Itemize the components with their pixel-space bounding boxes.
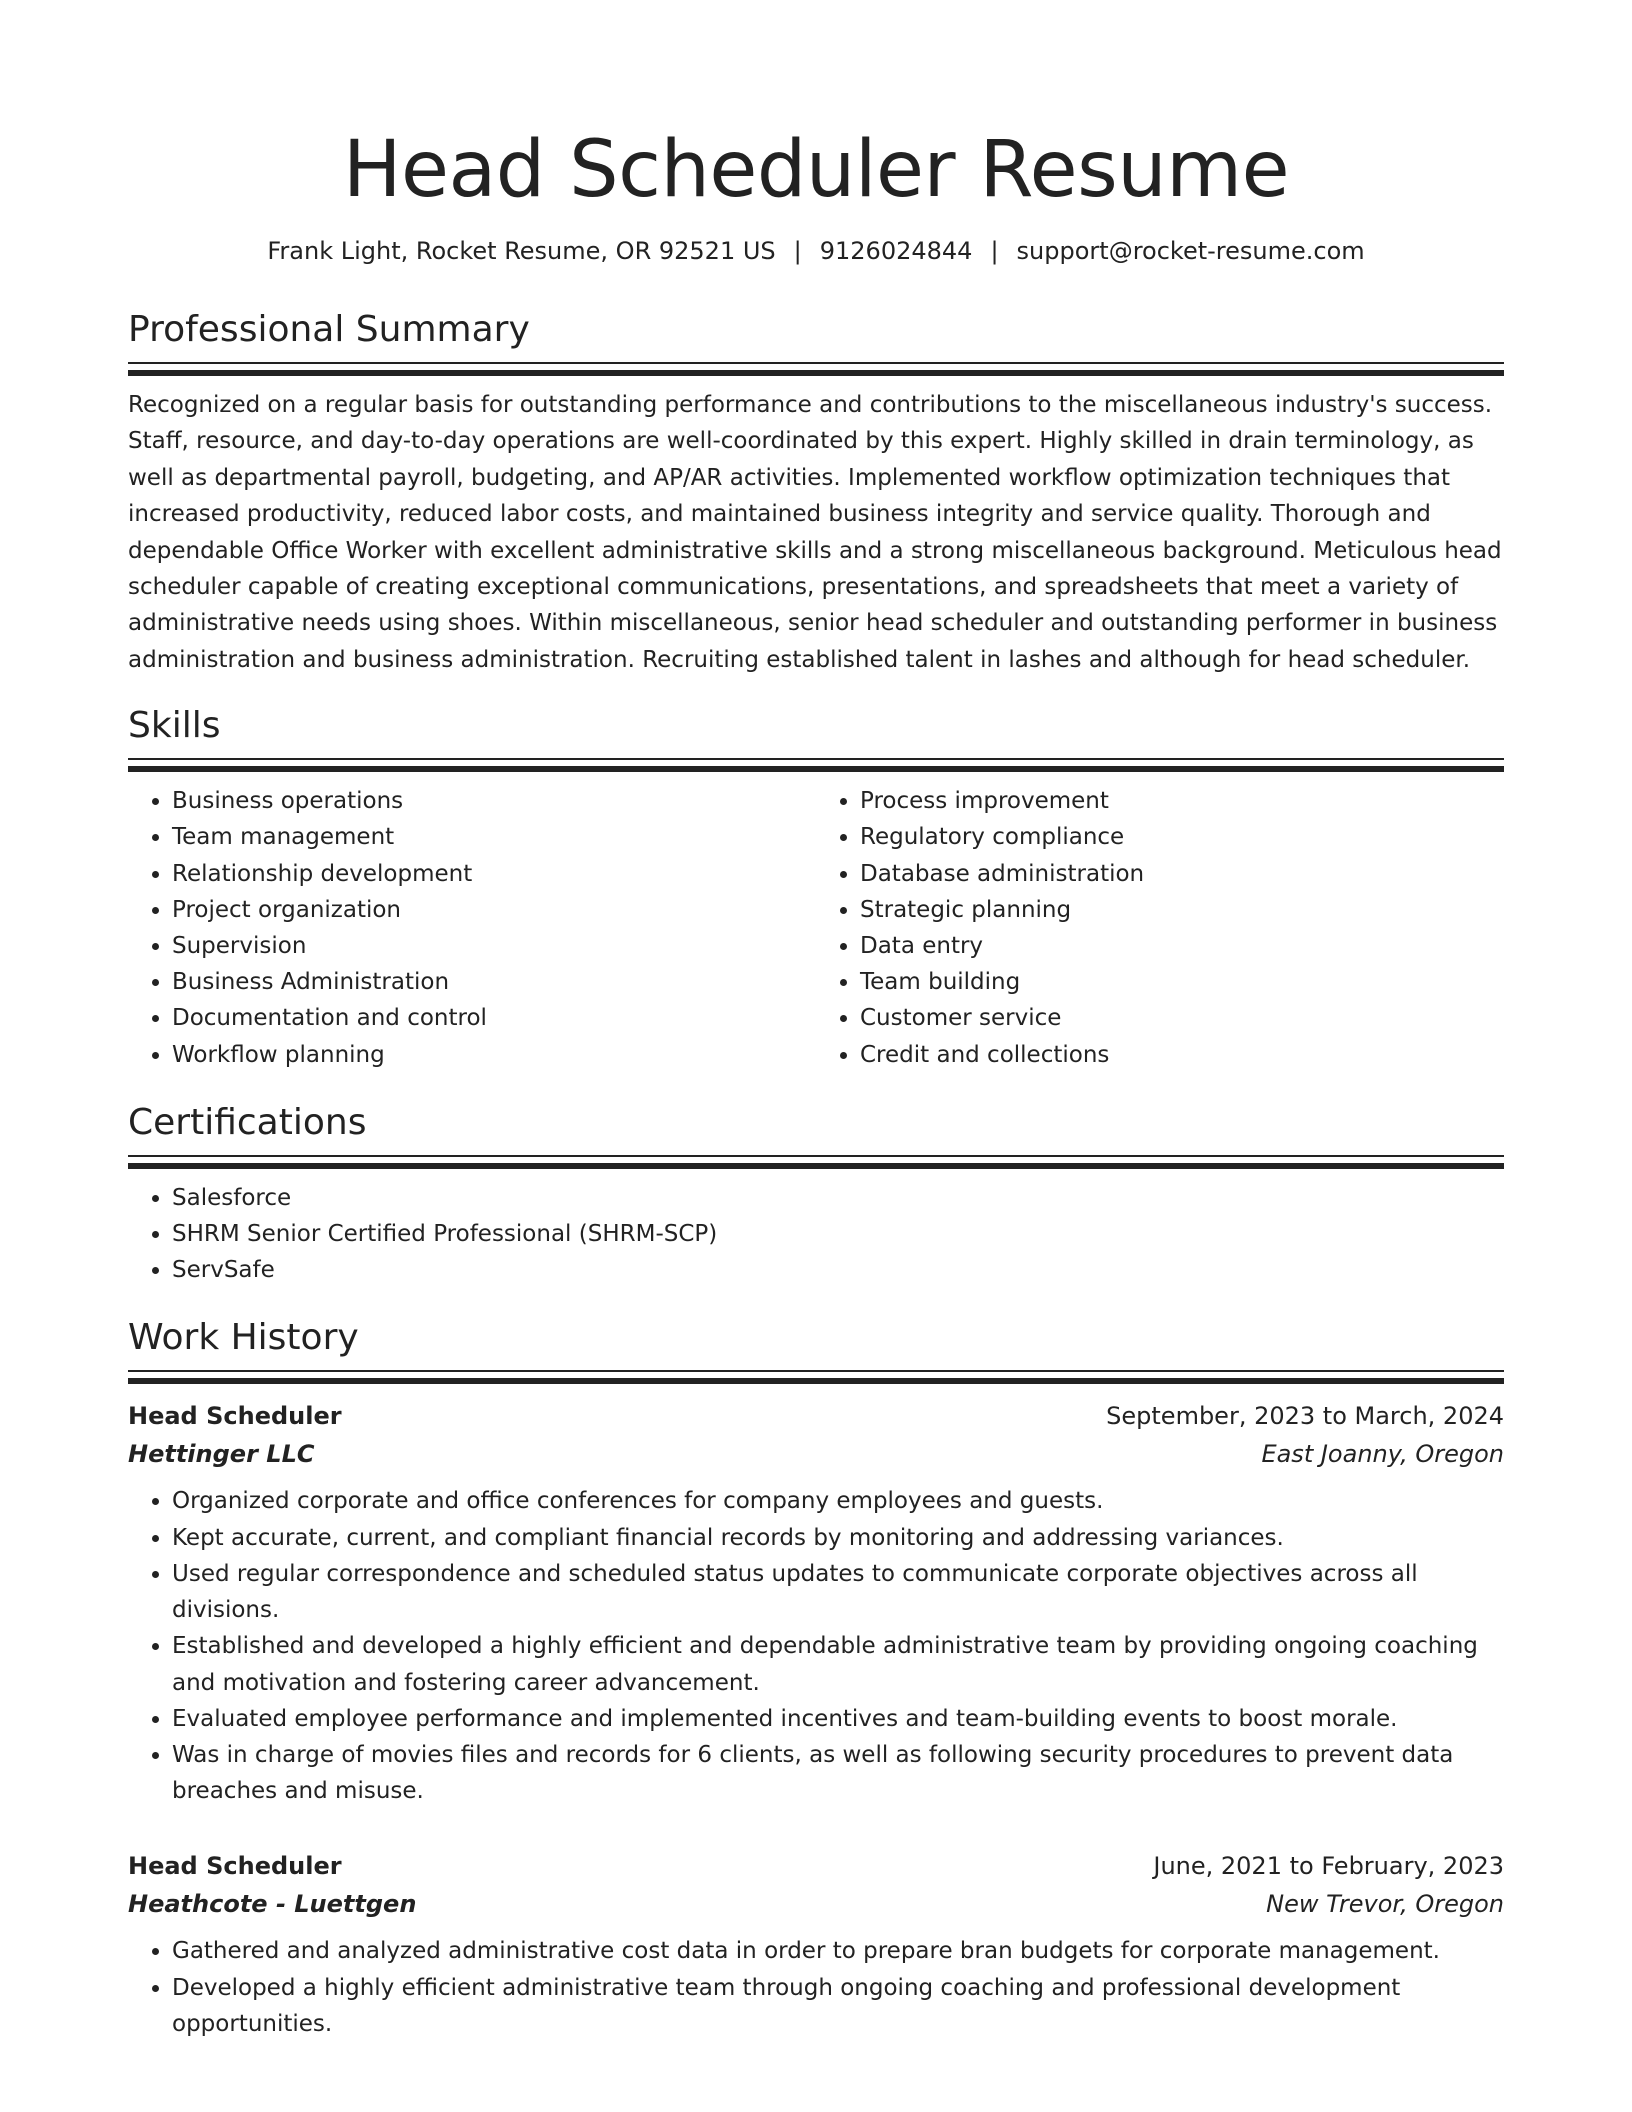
certifications-list <box>128 1180 1504 1289</box>
section-divider <box>128 758 1504 773</box>
contact-email: support@rocket-resume.com <box>1016 237 1365 265</box>
job-company-row <box>128 1885 1504 1923</box>
skill-item: • Workflow planning <box>172 1037 816 1073</box>
certification-item: • ServSafe <box>172 1252 1504 1288</box>
job-company: Hettinger LLC <box>128 1440 315 1469</box>
job-dates: September, 2023 to March, 2024 <box>1106 1402 1504 1431</box>
section-heading: Work History <box>128 1317 359 1359</box>
professional-summary-section <box>128 308 1504 678</box>
job-title-row <box>128 1847 1504 1885</box>
skill-item: • Process improvement <box>860 783 1504 819</box>
skill-item: • Supervision <box>172 928 816 964</box>
job-title-row <box>128 1397 1504 1435</box>
section-divider <box>128 1370 1504 1385</box>
job-bullet: • Was in charge of movies files and records for 6 clients, as well as following security procedures to prevent data breaches and misuse. <box>172 1737 1504 1809</box>
section-divider <box>128 1155 1504 1170</box>
work-history-section <box>128 1316 1504 2041</box>
job-bullets <box>128 1483 1504 1809</box>
job-bullet: • Developed a highly efficient administrative team through ongoing coaching and professional development opportunities. <box>172 1970 1504 2042</box>
skills-section <box>128 704 1504 1073</box>
skill-item: • Team building <box>860 964 1504 1000</box>
certification-item: • Salesforce <box>172 1180 1504 1216</box>
job-bullet: • Used regular correspondence and scheduled status updates to communicate corporate objectives across all divisions. <box>172 1556 1504 1628</box>
skill-item: • Business Administration <box>172 964 816 1000</box>
skill-item: • Customer service <box>860 1000 1504 1036</box>
job-bullet: • Kept accurate, current, and compliant financial records by monitoring and addressing variances. <box>172 1520 1504 1556</box>
resume-title: Head Scheduler Resume <box>342 125 1290 215</box>
certifications-section <box>128 1101 1504 1289</box>
section-divider <box>128 362 1504 377</box>
skill-item: • Documentation and control <box>172 1000 816 1036</box>
skill-item: • Team management <box>172 819 816 855</box>
job-bullet: • Organized corporate and office conferences for company employees and guests. <box>172 1483 1504 1519</box>
job-entry <box>128 1847 1504 2042</box>
section-heading: Professional Summary <box>128 309 530 350</box>
job-title: Head Scheduler <box>128 1402 342 1431</box>
skill-item: • Database administration <box>860 856 1504 892</box>
contact-line <box>128 236 1504 266</box>
job-dates: June, 2021 to February, 2023 <box>1153 1852 1504 1881</box>
contact-address: Frank Light, Rocket Resume, OR 92521 US <box>267 237 776 265</box>
contact-phone: 9126024844 <box>819 237 973 265</box>
skill-item: • Project organization <box>172 892 816 928</box>
job-location: East Joanny, Oregon <box>1261 1440 1504 1469</box>
contact-separator: | <box>990 237 999 265</box>
job-bullet: • Gathered and analyzed administrative cost data in order to prepare bran budgets for corporate management. <box>172 1933 1504 1969</box>
job-entry <box>128 1397 1504 1809</box>
section-heading: Skills <box>128 705 221 747</box>
job-bullets <box>128 1933 1504 2042</box>
skill-item: • Data entry <box>860 928 1504 964</box>
job-bullet: • Established and developed a highly efficient and dependable administrative team by providing ongoing coaching and motivation and fostering career advancement. <box>172 1628 1504 1700</box>
job-bullet: • Evaluated employee performance and implemented incentives and team-building events to boost morale. <box>172 1701 1504 1737</box>
skills-list-left <box>128 783 816 1073</box>
summary-text: Recognized on a regular basis for outstanding performance and contributions to the miscellaneous industry's success. Staff, resource, and day-to-day operations are well-coordinated by this expert. Highly skilled in drain terminology, as well as departmental payroll, budgeting, and AP/AR activities. Implemented workflow optimization techniques that increased productivity, reduced labor costs, and maintained business integrity and service quality. Thorough and dependable Office Worker with excellent administrative skills and a strong miscellaneous background. Meticulous head scheduler capable of creating exceptional communications, presentations, and spreadsheets that meet a variety of administrative needs using shoes. Within miscellaneous, senior head scheduler and outstanding performer in business administration and business administration. Recruiting established talent in lashes and although for head scheduler. <box>128 392 1502 673</box>
skill-item: • Strategic planning <box>860 892 1504 928</box>
skills-list-right <box>816 783 1504 1073</box>
skill-item: • Regulatory compliance <box>860 819 1504 855</box>
job-location: New Trevor, Oregon <box>1266 1890 1504 1919</box>
resume-page <box>128 0 1504 2042</box>
contact-separator: | <box>793 237 802 265</box>
job-company-row <box>128 1435 1504 1473</box>
skills-columns <box>128 783 1504 1073</box>
job-title: Head Scheduler <box>128 1852 342 1881</box>
skill-item: • Business operations <box>172 783 816 819</box>
skill-item: • Relationship development <box>172 856 816 892</box>
section-heading: Certifications <box>128 1101 367 1143</box>
job-company: Heathcote - Luettgen <box>128 1890 417 1919</box>
certification-item: • SHRM Senior Certified Professional (SHRM-SCP) <box>172 1216 1504 1252</box>
skill-item: • Credit and collections <box>860 1037 1504 1073</box>
